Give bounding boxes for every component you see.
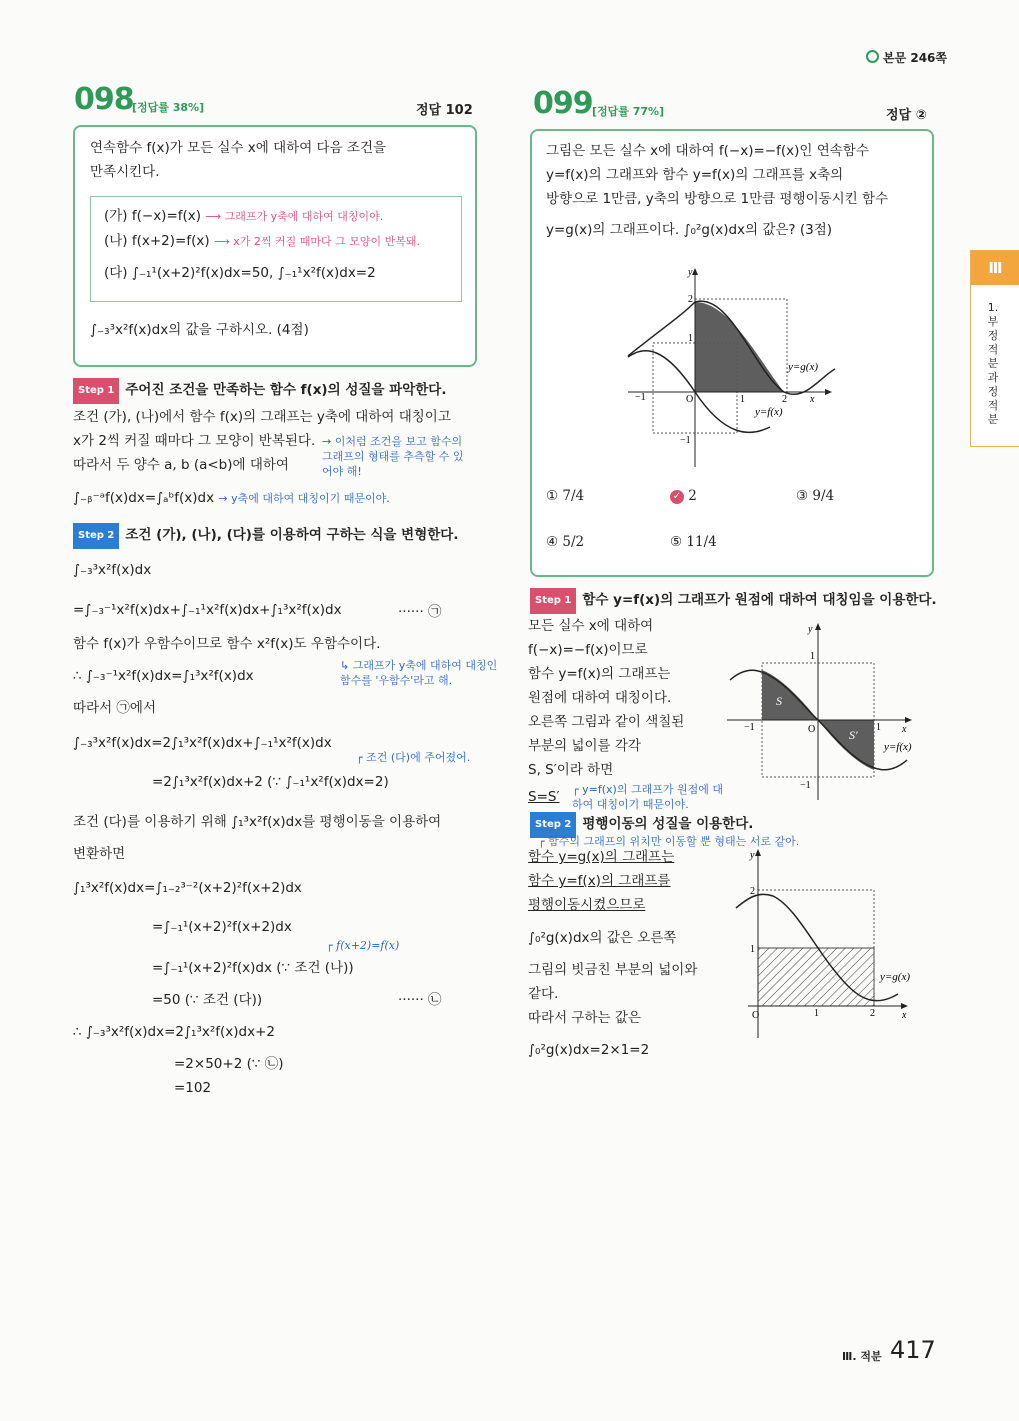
note: x가 2씩 커질 때마다 그 모양이 반복돼. [233,235,420,248]
check-icon: ✓ [670,490,684,504]
problem-text: 연속함수 f(x)가 모든 실수 x에 대하여 다음 조건을 [90,140,387,156]
correct-rate: [정답률 77%] [592,105,665,118]
choice-2[interactable]: ✓ 2 [670,484,697,508]
note: 그래프가 y축에 대하여 대칭이야. [224,210,384,223]
solution-line: 평행이동시켰으므로 [528,897,646,913]
side-note: ┌ 함수의 그래프의 위치만 이동할 뿐 형태는 서로 같아. [538,835,800,848]
problem-question: ∫₋₃³x²f(x)dx의 값을 구하시오. (4점) [90,322,309,338]
side-note: ┌ f(x+2)=f(x) [326,939,400,952]
problem-text: 그림은 모든 실수 x에 대하여 f(−x)=−f(x)인 연속함수 [546,143,869,159]
solution-line: 함수 y=g(x)의 그래프는 [528,849,675,865]
step1-heading: Step 1 주어진 조건을 만족하는 함수 f(x)의 성질을 파악한다. [73,378,446,404]
page-number: 417 [890,1336,936,1364]
problem-text: 만족시킨다. [90,164,160,180]
answer-label: 정답 102 [416,103,473,118]
solution-line: 오른쪽 그림과 같이 색칠된 [528,714,685,730]
solution-line: 따라서 ㉠에서 [73,700,156,716]
solution-line: S, S′이라 하면 [528,762,614,778]
problem-text: 방향으로 1만큼, y축의 방향으로 1만큼 평행이동시킨 함수 [546,191,889,207]
answer-label: 정답 ② [886,108,927,123]
hatched-region [758,948,874,1006]
axis-label-y: y [750,850,755,861]
formula: =∫₋₁¹(x+2)²f(x+2)dx [152,919,292,935]
problem-number: 099 [533,86,593,121]
axis-label-y: y [688,267,693,278]
side-note: ┌ 조건 (다)에 주어졌어. [356,751,471,764]
formula: =∫₋₁¹(x+2)²f(x)dx (∵ 조건 (나)) [152,960,354,976]
tick-label: 1 [814,1008,819,1019]
hatched-graph [718,846,936,1046]
formula: ∴ ∫₋₃³x²f(x)dx=2∫₁³x²f(x)dx+2 [73,1024,275,1040]
step-badge: Step 1 [73,378,119,404]
page-reference: 본문 246쪽 [866,49,947,66]
tick-label: 1 [876,722,881,733]
step2-heading: Step 2 평행이동의 성질을 이용한다. [530,812,753,838]
solution-line: 모든 실수 x에 대하여 [528,618,654,634]
circle-icon [866,50,879,63]
solution-line: 함수 y=f(x)의 그래프를 [528,873,671,889]
tick-label: −1 [635,392,646,403]
solution-line: S=S′ [528,789,560,805]
step2-heading: Step 2 조건 (가), (나), (다)를 이용하여 구하는 식을 변형한다. [73,523,458,549]
equation-mark: ······ ㉠ [398,604,442,620]
tick-label: 1 [750,944,755,955]
note: y축에 대하여 대칭이기 때문이야. [231,492,390,505]
origin-label: O [808,724,816,735]
footer-section: Ⅲ. 적분 [842,1350,882,1363]
solution-line: 변환하면 [73,846,126,862]
solution-line: ∫₀²g(x)dx의 값은 오른쪽 [528,930,677,946]
chapter-tab[interactable] [970,250,1019,447]
formula: ∫₋₃³x²f(x)dx [73,562,152,578]
solution-line: 함수 f(x)가 우함수이므로 함수 x²f(x)도 우함수이다. [73,636,381,652]
axis-label-x: x [902,1010,907,1021]
side-note: ↳ 그래프가 y축에 대하여 대칭인 함수를 '우함수'라고 해. [340,659,498,687]
tick-label: 1 [810,651,815,662]
origin-label: O [686,394,694,405]
formula: ∫₋₃³x²f(x)dx=2∫₁³x²f(x)dx+∫₋₁¹x²f(x)dx [73,735,332,751]
condition-c: (다) ∫₋₁¹(x+2)²f(x)dx=50, ∫₋₁¹x²f(x)dx=2 [104,265,376,281]
step1-heading: Step 1 함수 y=f(x)의 그래프가 원점에 대하여 대칭임을 이용한다. [530,588,937,614]
tick-label: 1 [688,333,693,344]
curve-label-f: y=f(x) [884,741,912,753]
curve-label-f: y=f(x) [755,406,783,418]
tick-label: 2 [870,1008,875,1019]
axis-label-y: y [808,624,813,635]
formula: ∫₁³x²f(x)dx=∫₁₋₂³⁻²(x+2)²f(x+2)dx [73,880,302,896]
tick-label: −1 [680,435,691,446]
chapter-roman: Ⅲ [971,251,1019,285]
formula: ∴ ∫₋₃⁻¹x²f(x)dx=∫₁³x²f(x)dx [73,668,254,684]
solution-formula: ∫₋ᵦ⁻ᵃf(x)dx=∫ₐᵇf(x)dx → y축에 대하여 대칭이기 때문이야. [73,490,390,506]
tick-label: 2 [782,394,787,405]
problem-text: y=f(x)의 그래프와 함수 y=f(x)의 그래프를 x축의 [546,167,844,183]
solution-line: 원점에 대하여 대칭이다. [528,690,672,706]
solution-line: 따라서 구하는 값은 [528,1010,641,1026]
solution-line: f(−x)=−f(x)이므로 [528,642,648,658]
step-badge: Step 2 [530,812,576,838]
solution-line: x가 2씩 커질 때마다 그 모양이 반복된다. [73,433,316,449]
solution-line: 같다. [528,986,559,1002]
solution-line: 조건 (가), (나)에서 함수 f(x)의 그래프는 y축에 대하여 대칭이고 [73,409,451,425]
solution-line: 따라서 두 양수 a, b (a<b)에 대하여 [73,457,289,473]
tick-label: 2 [750,886,755,897]
origin-label: O [752,1010,760,1021]
symmetry-graph [722,620,937,802]
problem-graph [620,262,860,470]
formula: =102 [174,1080,212,1096]
step-badge: Step 2 [73,523,119,549]
side-note: ┌ y=f(x)의 그래프가 원점에 대하여 대칭이기 때문이야. [572,783,723,811]
step-badge: Step 1 [530,588,576,614]
tick-label: 1 [740,394,745,405]
axis-label-x: x [810,394,815,405]
chapter-title: 1. 부정적분과 정적분 [987,301,999,426]
formula: =50 (∵ 조건 (다)) [152,992,263,1008]
axis-label-x: x [902,724,907,735]
region-label-s: S [776,694,782,708]
choice-1[interactable]: ① 7/4 [546,488,585,504]
solution-line: 조건 (다)를 이용하기 위해 ∫₁³x²f(x)dx를 평행이동을 이용하여 [73,814,442,830]
formula: =2∫₁³x²f(x)dx+2 (∵ ∫₋₁¹x²f(x)dx=2) [152,774,389,790]
condition-b: (나) f(x+2)=f(x) ⟶ x가 2씩 커질 때마다 그 모양이 반복돼. [104,233,420,249]
curve-label-g: y=g(x) [788,361,819,373]
tick-label: −1 [744,722,755,733]
condition-a: (가) f(−x)=f(x) ⟶ 그래프가 y축에 대하여 대칭이야. [104,208,384,224]
tick-label: −1 [800,780,811,791]
formula: =2×50+2 (∵ ㉡) [174,1056,284,1072]
solution-line: 그림의 빗금친 부분의 넓이와 [528,962,698,978]
choice-3[interactable]: ③ 9/4 [796,488,835,504]
correct-rate: [정답률 38%] [132,101,205,114]
problem-number: 098 [74,82,134,117]
solution-formula: ∫₀²g(x)dx=2×1=2 [528,1042,650,1058]
region-label-s-prime: S′ [849,728,858,742]
formula: =∫₋₃⁻¹x²f(x)dx+∫₋₁¹x²f(x)dx+∫₁³x²f(x)dx [73,602,342,618]
tick-label: 2 [688,294,693,305]
side-note: → 이처럼 조건을 보고 함수의 그래프의 형태를 추측할 수 있어야 해! [322,435,464,478]
choice-5[interactable]: ⑤ 11/4 [670,534,717,550]
solution-line: 함수 y=f(x)의 그래프는 [528,666,671,682]
equation-mark: ······ ㉡ [398,992,442,1008]
choice-4[interactable]: ④ 5/2 [546,534,585,550]
solution-line: 부분의 넓이를 각각 [528,738,641,754]
curve-label-g: y=g(x) [880,971,911,983]
problem-text: y=g(x)의 그래프이다. ∫₀²g(x)dx의 값은? (3점) [546,222,833,238]
region-s-prime [818,720,874,770]
